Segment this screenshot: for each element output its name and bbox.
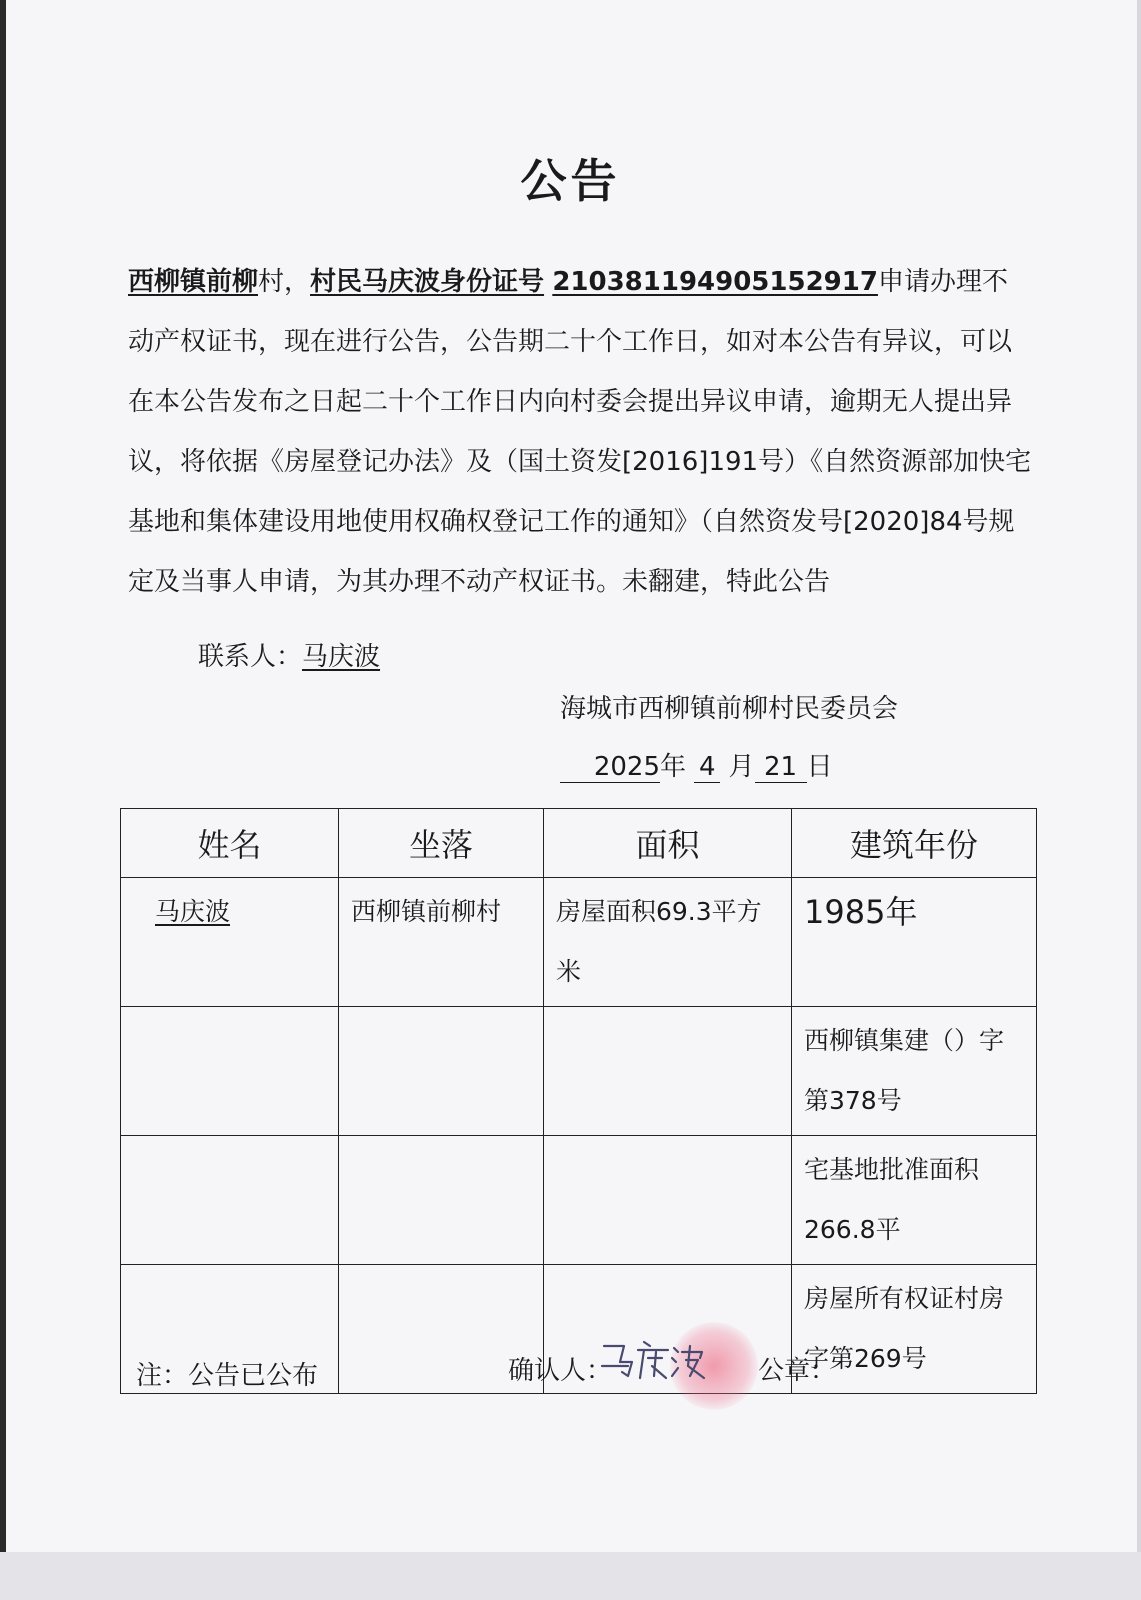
cell-land-certificate: 西柳镇集建（）字第378号 bbox=[792, 1007, 1037, 1136]
page-title: 公告 bbox=[520, 154, 621, 208]
scan-edge-right bbox=[1137, 0, 1141, 1600]
issue-date bbox=[560, 746, 833, 783]
contact-name: 马庆波 bbox=[302, 642, 381, 672]
cell-empty bbox=[121, 1007, 339, 1136]
cell-empty bbox=[544, 1136, 792, 1265]
seal-label: 公章： bbox=[758, 1356, 837, 1386]
header-name: 姓名 bbox=[121, 809, 339, 878]
villager-label: 村民马庆波身份证号 bbox=[310, 267, 545, 297]
date-year: 2025 bbox=[560, 752, 660, 783]
cell-empty bbox=[339, 1007, 544, 1136]
contact-label: 联系人： bbox=[198, 642, 303, 672]
scan-edge-left bbox=[0, 0, 6, 1600]
table-row bbox=[121, 878, 1037, 1007]
date-day: 21 bbox=[755, 752, 807, 783]
header-area: 面积 bbox=[544, 809, 792, 878]
cell-year: 1985年 bbox=[792, 878, 1037, 1007]
date-year-unit: 年 bbox=[660, 752, 687, 782]
cell-approved-area: 宅基地批准面积266.8平 bbox=[792, 1136, 1037, 1265]
cell-empty bbox=[544, 1007, 792, 1136]
id-number: 210381194905152917 bbox=[552, 267, 878, 297]
cell-name bbox=[121, 878, 339, 1007]
contact-line bbox=[198, 636, 380, 673]
date-month: 4 bbox=[694, 752, 720, 783]
property-table bbox=[120, 808, 1037, 1394]
intro-text-2: 申请办理不动产权证书，现在进行公告，公告期二十个工作日，如对本公告有异议，可以在本公告发布之日起二十个工作日内向村委会提出异议申请，逾期无人提出异议，将依据《房屋登记办法》及（国土资发[2016]191号）《自然资源部加快宅基地和集体建设用地使用权确权登记工作的通知》（自然资发号[2020]84号规定及当事人申请，为其办理不动产权证书。未翻建，特此公告 bbox=[128, 267, 1032, 597]
notice-body bbox=[128, 252, 1033, 612]
issuer: 海城市西柳镇前柳村民委员会 bbox=[560, 694, 899, 724]
date-month-unit: 月 bbox=[728, 752, 755, 782]
cell-house-certificate: 房屋所有权证村房字第269号 bbox=[792, 1265, 1037, 1394]
cell-location: 西柳镇前柳村 bbox=[339, 878, 544, 1007]
footer-note: 注：公告已公布 bbox=[136, 1361, 319, 1391]
table-row bbox=[121, 1007, 1037, 1136]
table-header-row bbox=[121, 809, 1037, 878]
header-location: 坐落 bbox=[339, 809, 544, 878]
handwritten-signature bbox=[598, 1336, 708, 1384]
date-day-unit: 日 bbox=[806, 752, 833, 782]
cell-area: 房屋面积69.3平方米 bbox=[544, 878, 792, 1007]
cell-empty bbox=[121, 1136, 339, 1265]
owner-name: 马庆波 bbox=[155, 897, 231, 926]
confirm-label: 确认人： bbox=[508, 1356, 613, 1386]
cell-empty bbox=[339, 1136, 544, 1265]
intro-text-1: 村， bbox=[258, 267, 311, 297]
scan-edge-bottom bbox=[0, 1552, 1141, 1600]
table-row bbox=[121, 1136, 1037, 1265]
village-name: 西柳镇前柳 bbox=[128, 267, 259, 297]
header-year: 建筑年份 bbox=[792, 809, 1037, 878]
